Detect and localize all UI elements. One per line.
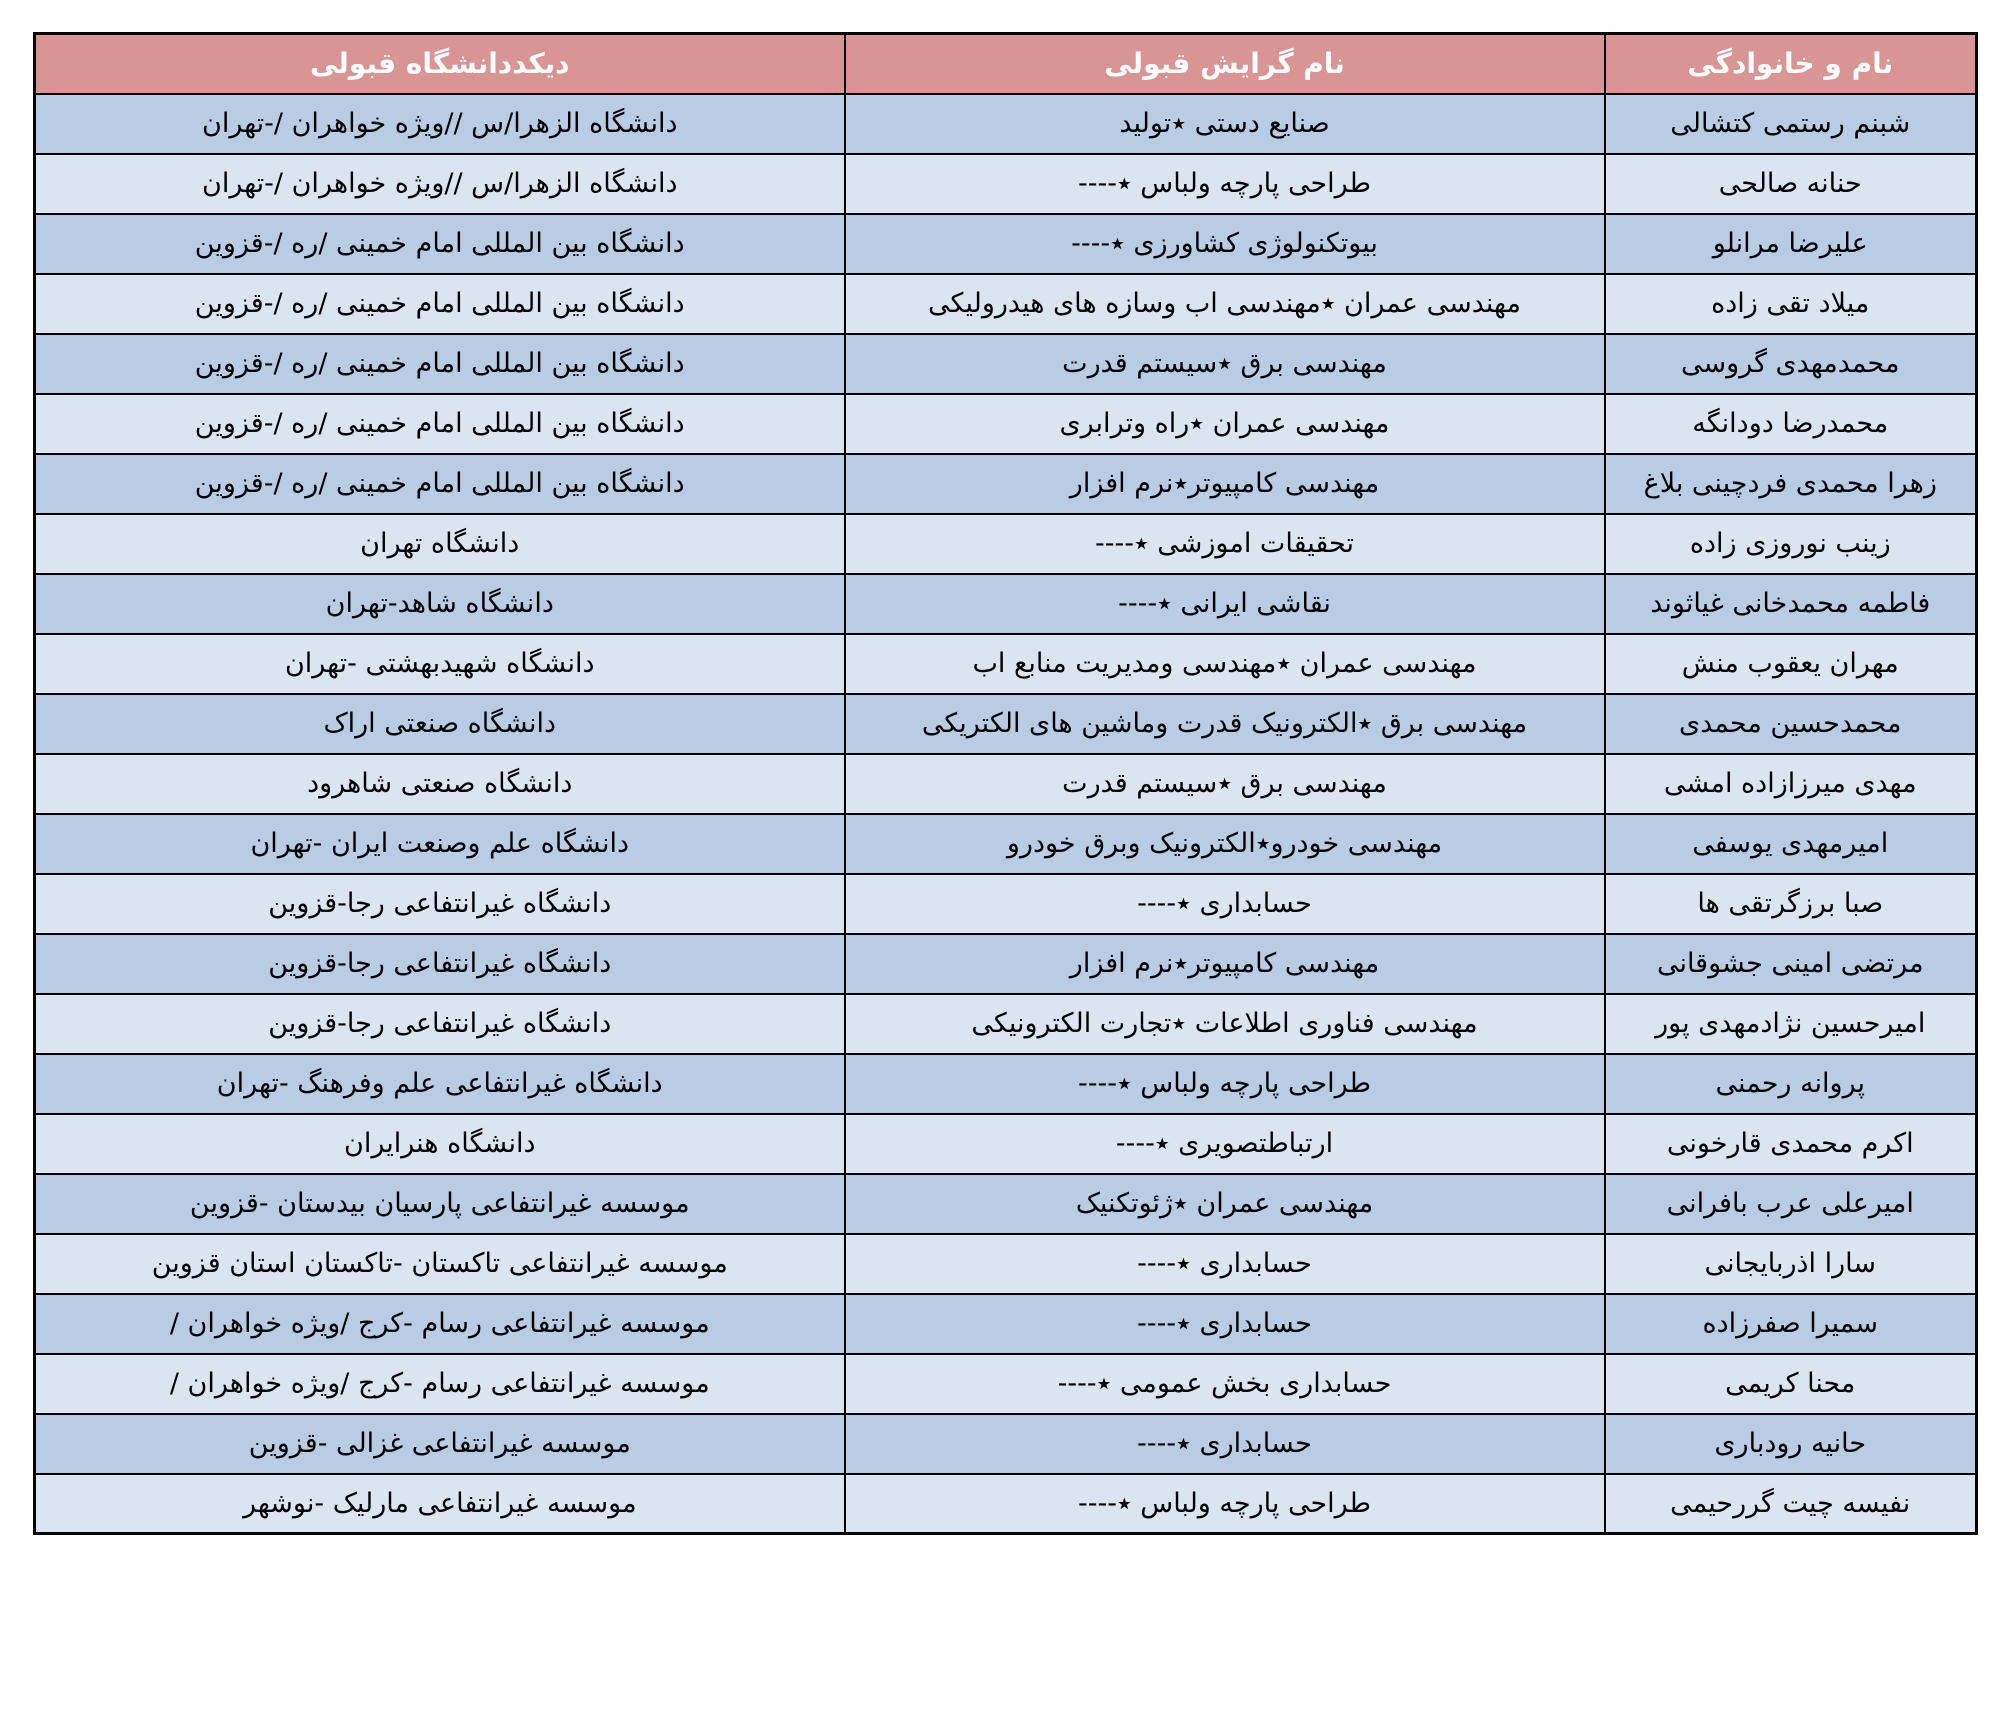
cell-name: نفیسه چیت گررحیمی: [1605, 1474, 1977, 1534]
admissions-table: [33, 32, 1978, 1535]
cell-name: میلاد تقی زاده: [1605, 274, 1977, 334]
header-university: دیکددانشگاه قبولی: [35, 34, 845, 94]
table-row: [35, 214, 1977, 274]
table-row: [35, 1294, 1977, 1354]
cell-university: دانشگاه علم وصنعت ایران -تهران: [35, 814, 845, 874]
cell-university: موسسه غیرانتفاعی تاکستان -تاکستان استان قزوین: [35, 1234, 845, 1294]
table-row: [35, 1114, 1977, 1174]
table-row: [35, 154, 1977, 214]
cell-university: موسسه غیرانتفاعی رسام -کرج /ویژه خواهران /: [35, 1354, 845, 1414]
cell-name: حنانه صالحی: [1605, 154, 1977, 214]
cell-name: اکرم محمدی قارخونی: [1605, 1114, 1977, 1174]
table-row: [35, 574, 1977, 634]
cell-major: تحقیقات اموزشی ٭----: [845, 514, 1605, 574]
cell-name: امیرمهدی یوسفی: [1605, 814, 1977, 874]
cell-major: حسابداری ٭----: [845, 874, 1605, 934]
table-row: [35, 1054, 1977, 1114]
cell-name: صبا برزگرتقی ها: [1605, 874, 1977, 934]
cell-name: مهدی میرزازاده امشی: [1605, 754, 1977, 814]
cell-university: دانشگاه غیرانتفاعی رجا-قزوین: [35, 994, 845, 1054]
table-row: [35, 634, 1977, 694]
cell-name: مهران یعقوب منش: [1605, 634, 1977, 694]
cell-major: بیوتکنولوژی کشاورزی ٭----: [845, 214, 1605, 274]
table-row: [35, 994, 1977, 1054]
table-row: [35, 1474, 1977, 1534]
table-row: [35, 1234, 1977, 1294]
cell-major: نقاشی ایرانی ٭----: [845, 574, 1605, 634]
cell-major: مهندسی عمران ٭راه وترابری: [845, 394, 1605, 454]
table-row: [35, 514, 1977, 574]
cell-name: حانیه رودباری: [1605, 1414, 1977, 1474]
cell-university: دانشگاه غیرانتفاعی رجا-قزوین: [35, 874, 845, 934]
cell-major: مهندسی برق ٭الکترونیک قدرت وماشین های الکتریکی: [845, 694, 1605, 754]
table-row: [35, 274, 1977, 334]
cell-name: محمدرضا دودانگه: [1605, 394, 1977, 454]
cell-major: مهندسی برق ٭سیستم قدرت: [845, 754, 1605, 814]
table-row: [35, 694, 1977, 754]
table-row: [35, 94, 1977, 154]
cell-name: مرتضی امینی جشوقانی: [1605, 934, 1977, 994]
cell-major: ارتباطتصویری ٭----: [845, 1114, 1605, 1174]
cell-name: فاطمه محمدخانی غیاثوند: [1605, 574, 1977, 634]
cell-university: دانشگاه الزهرا/س //ویژه خواهران /-تهران: [35, 94, 845, 154]
cell-university: دانشگاه صنعتی اراک: [35, 694, 845, 754]
table-body: [35, 94, 1977, 1534]
cell-name: پروانه رحمنی: [1605, 1054, 1977, 1114]
cell-university: دانشگاه بین المللی امام خمینی /ره /-قزوین: [35, 454, 845, 514]
table-row: [35, 814, 1977, 874]
cell-name: زینب نوروزی زاده: [1605, 514, 1977, 574]
cell-major: مهندسی عمران ٭مهندسی ومدیریت منابع اب: [845, 634, 1605, 694]
table-row: [35, 454, 1977, 514]
cell-name: شبنم رستمی کتشالی: [1605, 94, 1977, 154]
cell-university: دانشگاه بین المللی امام خمینی /ره /-قزوین: [35, 334, 845, 394]
cell-university: موسسه غیرانتفاعی غزالی -قزوین: [35, 1414, 845, 1474]
cell-major: مهندسی فناوری اطلاعات ٭تجارت الکترونیکی: [845, 994, 1605, 1054]
table-row: [35, 1174, 1977, 1234]
cell-major: مهندسی عمران ٭مهندسی اب وسازه های هیدرولیکی: [845, 274, 1605, 334]
cell-name: امیرعلی عرب بافرانی: [1605, 1174, 1977, 1234]
cell-major: حسابداری بخش عمومی ٭----: [845, 1354, 1605, 1414]
cell-university: دانشگاه بین المللی امام خمینی /ره /-قزوین: [35, 394, 845, 454]
table-row: [35, 754, 1977, 814]
cell-university: دانشگاه الزهرا/س //ویژه خواهران /-تهران: [35, 154, 845, 214]
cell-major: صنایع دستی ٭تولید: [845, 94, 1605, 154]
header-row: [35, 34, 1977, 94]
header-name: نام و خانوادگی: [1605, 34, 1977, 94]
table-row: [35, 874, 1977, 934]
cell-major: مهندسی کامپیوتر٭نرم افزار: [845, 454, 1605, 514]
cell-university: دانشگاه شهیدبهشتی -تهران: [35, 634, 845, 694]
cell-major: طراحی پارچه ولباس ٭----: [845, 1054, 1605, 1114]
cell-name: محنا کریمی: [1605, 1354, 1977, 1414]
cell-name: محمدمهدی گروسی: [1605, 334, 1977, 394]
cell-university: دانشگاه هنرایران: [35, 1114, 845, 1174]
cell-name: امیرحسین نژادمهدی پور: [1605, 994, 1977, 1054]
cell-university: دانشگاه غیرانتفاعی علم وفرهنگ -تهران: [35, 1054, 845, 1114]
cell-university: دانشگاه بین المللی امام خمینی /ره /-قزوین: [35, 214, 845, 274]
table-row: [35, 394, 1977, 454]
cell-major: طراحی پارچه ولباس ٭----: [845, 1474, 1605, 1534]
cell-major: مهندسی برق ٭سیستم قدرت: [845, 334, 1605, 394]
table-row: [35, 934, 1977, 994]
header-major: نام گرایش قبولی: [845, 34, 1605, 94]
cell-university: موسسه غیرانتفاعی مارلیک -نوشهر: [35, 1474, 845, 1534]
cell-major: مهندسی خودرو٭الکترونیک وبرق خودرو: [845, 814, 1605, 874]
cell-major: مهندسی عمران ٭ژئوتکنیک: [845, 1174, 1605, 1234]
cell-name: سمیرا صفرزاده: [1605, 1294, 1977, 1354]
cell-university: دانشگاه صنعتی شاهرود: [35, 754, 845, 814]
table-row: [35, 1354, 1977, 1414]
table-row: [35, 1414, 1977, 1474]
cell-name: زهرا محمدی فردچینی بلاغ: [1605, 454, 1977, 514]
cell-university: دانشگاه تهران: [35, 514, 845, 574]
cell-name: علیرضا مرانلو: [1605, 214, 1977, 274]
cell-university: دانشگاه شاهد-تهران: [35, 574, 845, 634]
cell-name: سارا اذربایجانی: [1605, 1234, 1977, 1294]
cell-university: موسسه غیرانتفاعی رسام -کرج /ویژه خواهران /: [35, 1294, 845, 1354]
cell-major: طراحی پارچه ولباس ٭----: [845, 154, 1605, 214]
table-row: [35, 334, 1977, 394]
cell-major: مهندسی کامپیوتر٭نرم افزار: [845, 934, 1605, 994]
cell-university: موسسه غیرانتفاعی پارسیان بیدستان -قزوین: [35, 1174, 845, 1234]
cell-major: حسابداری ٭----: [845, 1294, 1605, 1354]
cell-university: دانشگاه بین المللی امام خمینی /ره /-قزوین: [35, 274, 845, 334]
cell-name: محمدحسین محمدی: [1605, 694, 1977, 754]
cell-major: حسابداری ٭----: [845, 1234, 1605, 1294]
cell-university: دانشگاه غیرانتفاعی رجا-قزوین: [35, 934, 845, 994]
cell-major: حسابداری ٭----: [845, 1414, 1605, 1474]
